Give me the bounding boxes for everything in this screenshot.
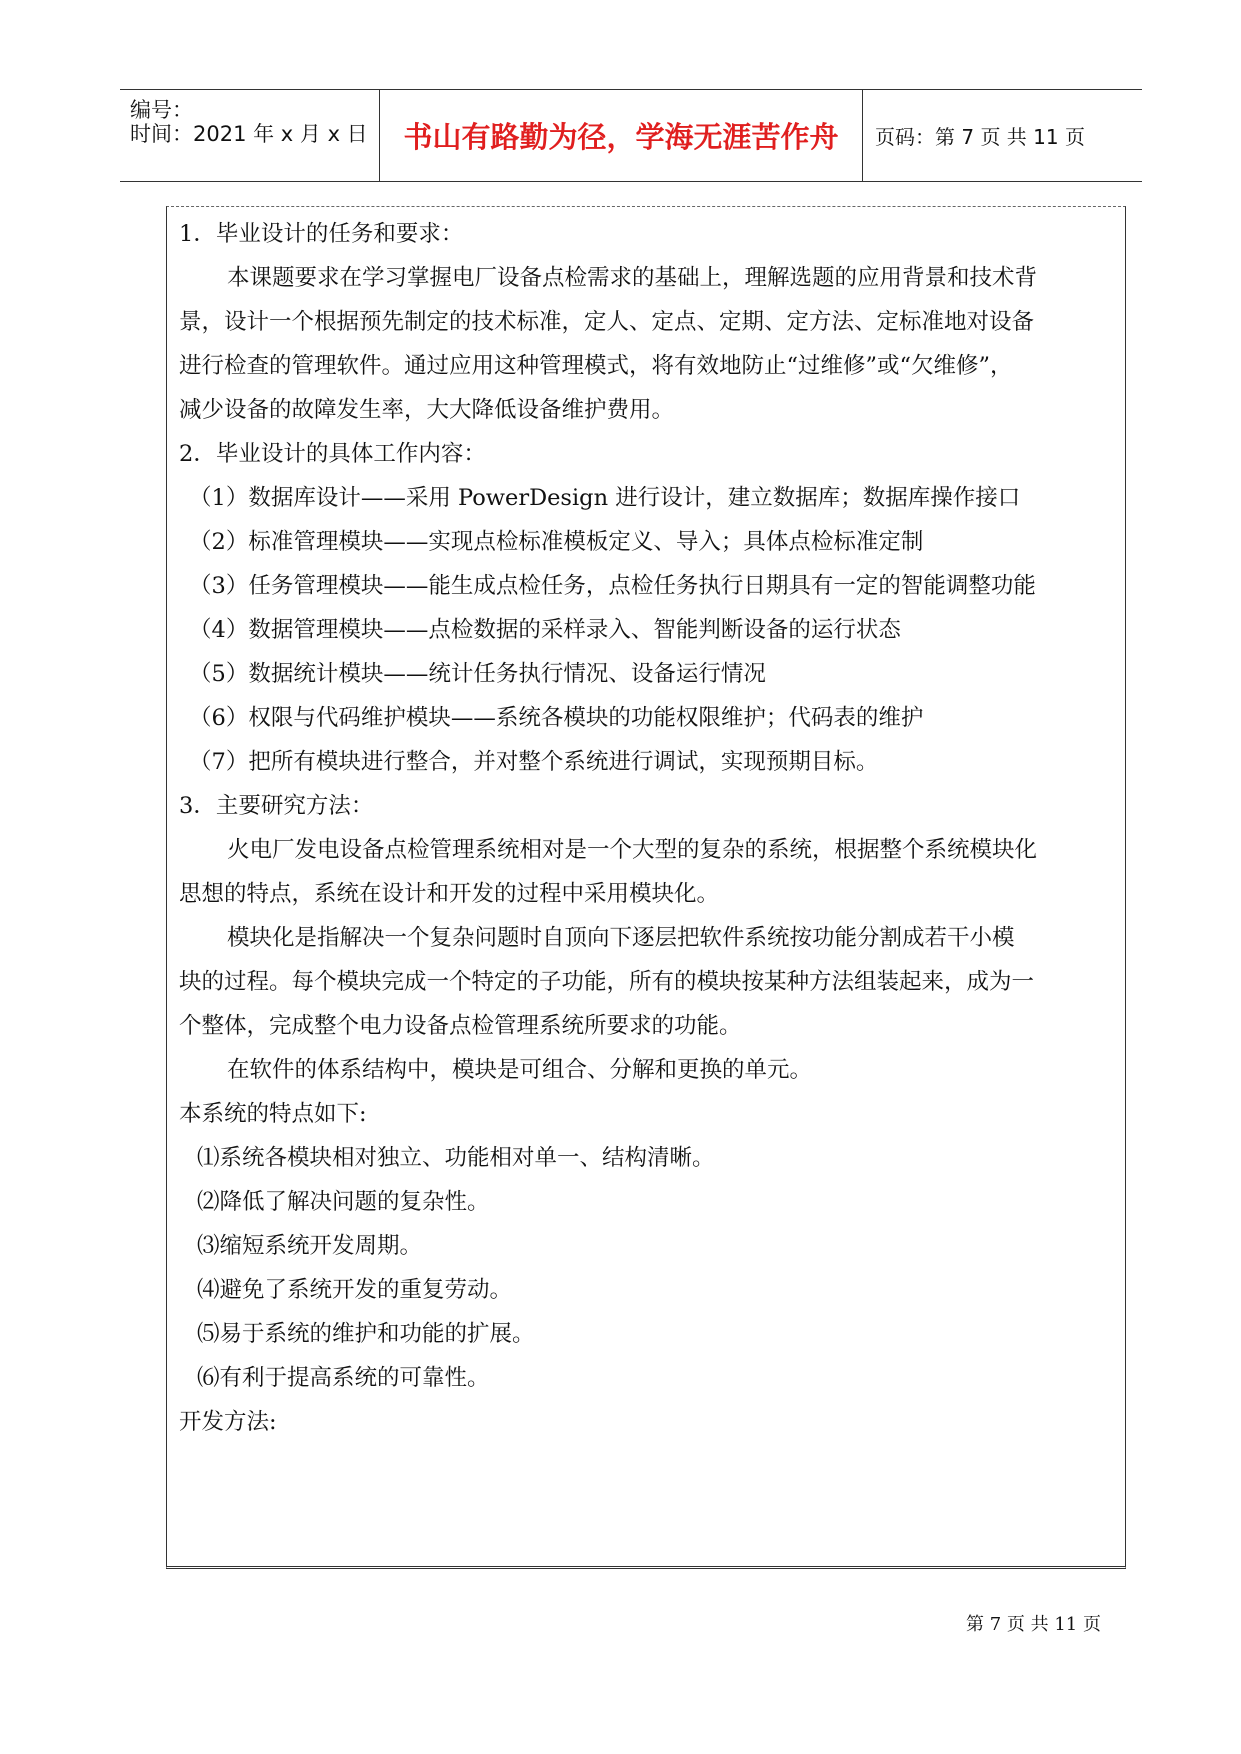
paragraph-line: 在软件的体系结构中，模块是可组合、分解和更换的单元。: [227, 1057, 813, 1083]
section-heading: 1．毕业设计的任务和要求：: [179, 221, 464, 247]
paragraph-line: 进行检查的管理软件。通过应用这种管理模式，将有效地防止“过维修”或“欠维修”，: [179, 353, 1013, 379]
header-divider: [862, 90, 863, 181]
section-heading: 3．主要研究方法：: [179, 793, 374, 819]
paragraph-line: 块的过程。每个模块完成一个特定的子功能，所有的模块按某种方法组装起来，成为一: [179, 969, 1035, 995]
list-item: （6）权限与代码维护模块——系统各模块的功能权限维护；代码表的维护: [189, 705, 924, 731]
list-item: （1）数据库设计——采用 PowerDesign 进行设计，建立数据库；数据库操作接口: [189, 485, 1021, 511]
list-item: ⑹有利于提高系统的可靠性。: [197, 1365, 490, 1391]
paragraph-line: 思想的特点，系统在设计和开发的过程中采用模块化。: [179, 881, 720, 907]
paragraph-line: 景，设计一个根据预先制定的技术标准，定人、定点、定期、定方法、定标准地对设备: [179, 309, 1035, 335]
header-table: [120, 89, 1142, 182]
paragraph-line: 开发方法:: [179, 1409, 277, 1435]
header-motto: 书山有路勤为径，学海无涯苦作舟: [403, 120, 839, 154]
paragraph-line: 本课题要求在学习掌握电厂设备点检需求的基础上，理解选题的应用背景和技术背: [227, 265, 1038, 291]
content-box: [166, 206, 1126, 1569]
paragraph-line: 模块化是指解决一个复杂问题时自顶向下逐层把软件系统按功能分割成若干小模: [227, 925, 1015, 951]
page-info: 页码：第 7 页 共 11 页: [875, 125, 1085, 149]
paragraph-line: 本系统的特点如下:: [179, 1101, 367, 1127]
list-item: ⑷避免了系统开发的重复劳动。: [197, 1277, 513, 1303]
page-footer: 第 7 页 共 11 页: [966, 1614, 1101, 1635]
paragraph-line: 火电厂发电设备点检管理系统相对是一个大型的复杂的系统，根据整个系统模块化: [227, 837, 1038, 863]
list-item: ⑵降低了解决问题的复杂性。: [197, 1189, 490, 1215]
list-item: ⑸易于系统的维护和功能的扩展。: [197, 1321, 535, 1347]
section-heading: 2．毕业设计的具体工作内容：: [179, 441, 486, 467]
list-item: （7）把所有模块进行整合，并对整个系统进行调试，实现预期目标。: [189, 749, 879, 775]
list-item: （4）数据管理模块——点检数据的采样录入、智能判断设备的运行状态: [189, 617, 901, 643]
number-label: 编号：: [130, 98, 193, 122]
list-item: （2）标准管理模块——实现点检标准模板定义、导入；具体点检标准定制: [189, 529, 924, 555]
time-label: 时间：2021 年 x 月 x 日: [130, 122, 368, 146]
paragraph-line: 个整体，完成整个电力设备点检管理系统所要求的功能。: [179, 1013, 742, 1039]
list-item: （5）数据统计模块——统计任务执行情况、设备运行情况: [189, 661, 766, 687]
paragraph-line: 减少设备的故障发生率，大大降低设备维护费用。: [179, 397, 675, 423]
list-item: （3）任务管理模块——能生成点检任务，点检任务执行日期具有一定的智能调整功能: [189, 573, 1036, 599]
list-item: ⑶缩短系统开发周期。: [197, 1233, 423, 1259]
list-item: ⑴系统各模块相对独立、功能相对单一、结构清晰。: [197, 1145, 715, 1171]
